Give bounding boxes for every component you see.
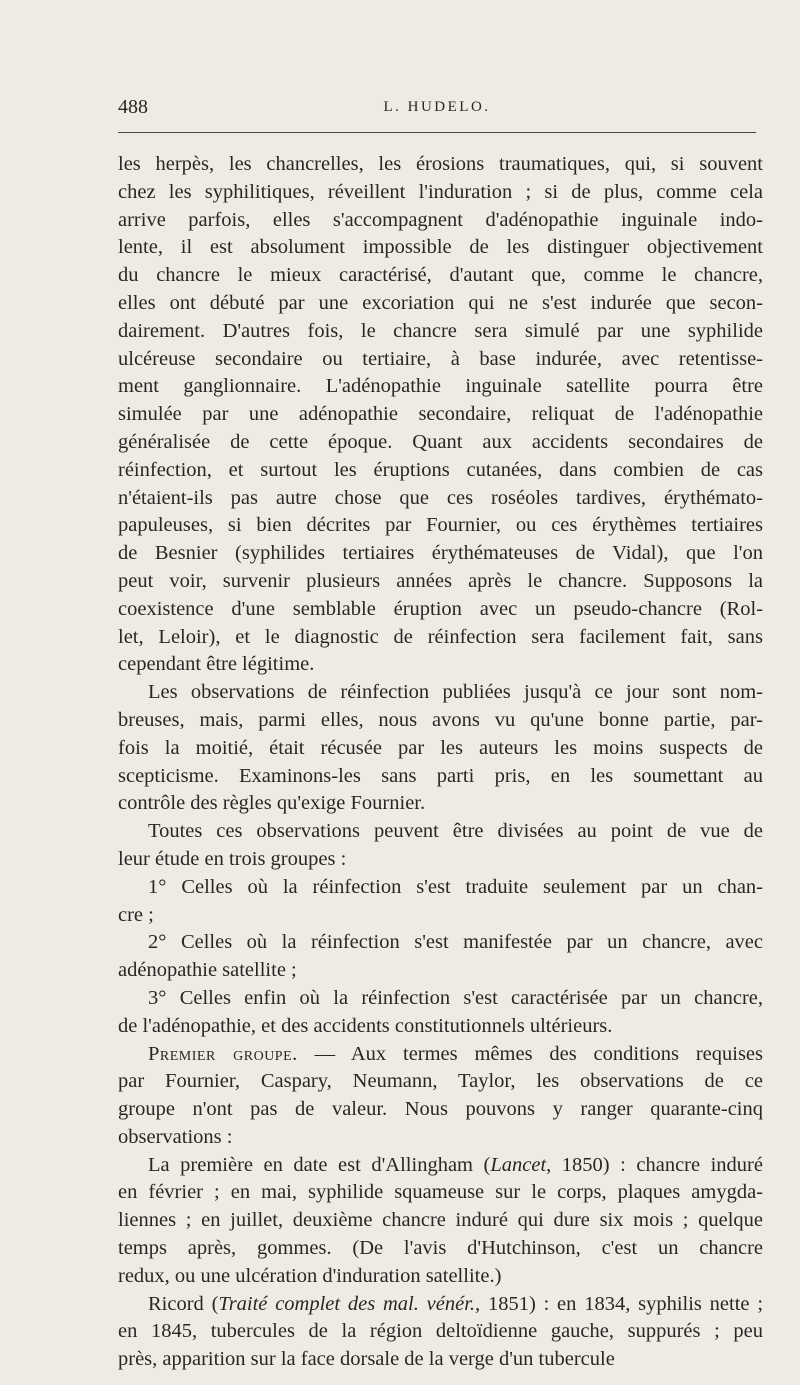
text-line: Toutes ces observations peuvent être divisées au point de vue de [148,820,763,843]
citation-title: Lancet [490,1153,547,1176]
text-line: en 1845, tubercules de la région deltoïdienne gauche, suppurés ; peu [118,1320,763,1343]
text-line: Les observations de réinfection publiées jusqu'à ce jour sont nom- [148,681,763,704]
text-line: par Fournier, Caspary, Neumann, Taylor, les observations de ce [118,1070,763,1093]
text-line: liennes ; en juillet, deuxième chancre induré qui dure six mois ; quelque [118,1209,763,1232]
text-line: dairement. D'autres fois, le chancre sera simulé par une syphilide [118,319,763,342]
text-line [118,1041,763,1069]
text-line: scepticisme. Examinons-les sans parti pris, en les soumettant au [118,764,763,787]
page-header [118,96,756,126]
text-segment: La première en date est d'Allingham ( [148,1153,491,1176]
text-line: leur étude en trois groupes : [118,847,347,870]
text-line: simulée par une adénopathie secondaire, reliquat de l'adénopathie [118,403,763,426]
text-line: 1° Celles où la réinfection s'est traduite seulement par un chan- [148,875,763,898]
text-line: peut voir, survenir plusieurs années après le chancre. Supposons la [118,569,763,592]
running-head: L. HUDELO. [383,99,491,115]
text-line: adénopathie satellite ; [118,959,297,982]
text-line: de l'adénopathie, et des accidents constitutionnels ultérieurs. [118,1014,613,1037]
header-rule [118,132,756,133]
text-segment: Aux termes mêmes des conditions requises [350,1042,763,1065]
page-number: 488 [118,96,148,118]
text-line: elles ont débuté par une excoriation qui ne s'est indurée que secon- [118,291,763,314]
text-segment: , 1851) : en 1834, syphilis nette ; [475,1292,764,1315]
text-line: 2° Celles où la réinfection s'est manifestée par un chancre, avec [148,931,763,954]
text-line [118,1152,763,1180]
text-line: n'étaient-ils pas autre chose que ces roséoles tardives, érythémato- [118,486,763,509]
text-line: breuses, mais, parmi elles, nous avons vu qu'une bonne partie, par- [118,708,763,731]
text-line: arrive parfois, elles s'accompagnent d'adénopathie inguinale indo- [118,208,763,231]
text-line: coexistence d'une semblable éruption avec un pseudo-chancre (Rol- [118,597,763,620]
text-line: temps après, gommes. (De l'avis d'Hutchinson, c'est un chancre [118,1237,763,1260]
text-line: cependant être légitime. [118,653,315,676]
text-line: groupe n'ont pas de valeur. Nous pouvons y ranger quarante-cinq [118,1098,763,1121]
group-dash: — [297,1042,351,1065]
text-line: chez les syphilitiques, réveillent l'induration ; si de plus, comme cela [118,180,763,203]
text-line: ulcéreuse secondaire ou tertiaire, à base indurée, avec retentisse- [118,347,763,370]
text-line: 3° Celles enfin où la réinfection s'est caractérisée par un chancre, [148,986,763,1009]
text-line: ment ganglionnaire. L'adénopathie inguinale satellite pourra être [118,375,763,398]
text-line: les herpès, les chancrelles, les érosions traumatiques, qui, si souvent [118,153,763,175]
text-line: cre ; [118,903,154,926]
body-text [118,151,763,1374]
text-line: près, apparition sur la face dorsale de la verge d'un tubercule [118,1348,615,1371]
text-segment: Ricord ( [148,1292,219,1315]
text-line: fois la moitié, était récusée par les auteurs les moins suspects de [118,736,763,759]
text-line: let, Leloir), et le diagnostic de réinfection sera facilement fait, sans [118,625,763,648]
text-line: contrôle des règles qu'exige Fournier. [118,792,426,815]
text-line: observations : [118,1125,233,1148]
text-line: de Besnier (syphilides tertiaires érythémateuses de Vidal), que l'on [118,542,763,565]
text-line: réinfection, et surtout les éruptions cutanées, dans combien de cas [118,458,763,481]
text-line: en février ; en mai, syphilide squameuse sur le corps, plaques amygda- [118,1181,763,1204]
text-line: lente, il est absolument impossible de les distinguer objectivement [118,236,763,259]
text-line: généralisée de cette époque. Quant aux accidents secondaires de [118,430,763,453]
group-heading: Premier groupe. [148,1042,298,1065]
text-line [118,1291,763,1319]
text-line: redux, ou une ulcération d'induration satellite.) [118,1264,502,1287]
text-segment: , 1850) : chancre induré [546,1153,763,1176]
text-line: papuleuses, si bien décrites par Fournier, ou ces érythèmes tertiaires [118,514,763,537]
citation-title: Traité complet des mal. vénér. [218,1292,476,1315]
text-line: du chancre le mieux caractérisé, d'autant que, comme le chancre, [118,264,763,287]
